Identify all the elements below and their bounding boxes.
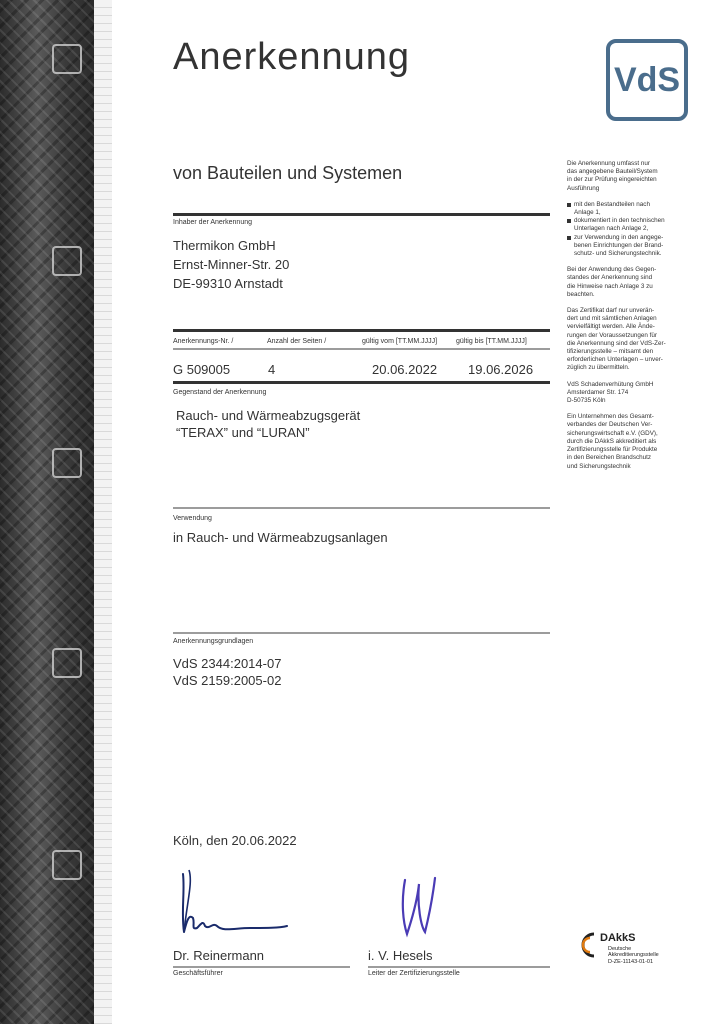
signer-role: Geschäftsführer (173, 970, 223, 977)
signer-name: Dr. Reinermann (173, 948, 265, 963)
seal-emblem (52, 648, 82, 678)
signature-hesels (395, 872, 445, 942)
document-subtitle: von Bauteilen und Systemen (173, 163, 403, 183)
divider (173, 348, 550, 350)
holder-street: Ernst-Minner-Str. 20 (173, 257, 290, 272)
recognition-number-label: Anerkennungs-Nr. / (173, 338, 234, 345)
seal-emblem (52, 448, 82, 478)
document-title: Anerkennung (173, 36, 411, 78)
dakks-name: DAkkS (600, 932, 636, 944)
microtext-strip (94, 0, 112, 1024)
side-bullet: zur Verwendung in den angege- benen Einrichtungen der Brand- schutz- und Sicherungstechnik. (567, 234, 687, 259)
seal-emblem (52, 246, 82, 276)
side-paragraph: Das Zertifikat darf nur unverän- dert und mit sämtlichen Anlagen vervielfältigt werden. Alle Ände- rungen der Voraussetzungen für die Anerkennung sind der VdS-Zer- tifizierungsstelle – mitsamt den erforderlichen Unterlagen – unver- züglich zu übermitteln. (567, 307, 666, 372)
side-bullet: mit den Bestandteilen nach Anlage 1, (567, 201, 687, 217)
subject-text (176, 407, 360, 441)
side-notes (567, 160, 687, 479)
basis-standard: VdS 2344:2014-07 (173, 656, 282, 671)
divider (173, 507, 550, 509)
signature-line (368, 966, 550, 968)
holder-city: DE-99310 Arnstadt (173, 276, 283, 291)
valid-from-label: gültig vom [TT.MM.JJJJ] (362, 338, 438, 345)
dakks-text: Deutsche Akkreditierungsstelle D-ZE-11143-01-01 (608, 946, 659, 965)
valid-to-date: 19.06.2026 (468, 362, 534, 377)
place-date: Köln, den 20.06.2022 (173, 833, 297, 848)
side-bullet-list (567, 201, 687, 258)
seal-emblem (52, 44, 82, 74)
dakks-logo-icon (574, 930, 600, 960)
holder-label: Inhaber der Anerkennung (173, 219, 253, 226)
side-intro: Die Anerkennung umfasst nur das angegebene Bauteil/System in der zur Prüfung eingereichten Ausführung (567, 160, 658, 192)
side-paragraph: Ein Unternehmen des Gesamt- verbandes der Deutschen Ver- sicherungswirtschaft e.V. (GDV), durch die DAkkS akkreditiert als Zertifizierungsstelle für Produkte in den Bereichen Brandschutz und Sicherungstechnik (567, 413, 658, 470)
basis-label: Anerkennungsgrundlagen (173, 638, 254, 645)
signature-reinermann (175, 862, 300, 942)
valid-to-label: gültig bis [TT.MM.JJJJ] (456, 338, 527, 345)
side-paragraph: Bei der Anwendung des Gegen- standes der Anerkennung sind die Hinweise nach Anlage 3 zu beachten. (567, 266, 657, 298)
signer-role: Leiter der Zertifizierungsstelle (368, 970, 460, 977)
side-bullet: dokumentiert in den technischen Unterlagen nach Anlage 2, (567, 217, 687, 233)
side-address: VdS Schadenverhütung GmbH Amsterdamer Str. 174 D-50735 Köln (567, 380, 654, 405)
subject-line: Rauch- und Wärmeabzugsgerät (176, 408, 361, 423)
divider (173, 213, 550, 216)
pages-label: Anzahl der Seiten / (267, 338, 327, 345)
valid-from-date: 20.06.2022 (372, 362, 438, 377)
vds-logo: VdS (606, 39, 688, 121)
divider (173, 329, 550, 332)
divider (173, 632, 550, 634)
subject-line: “TERAX” und “LURAN” (176, 425, 310, 440)
holder-name: Thermikon GmbH (173, 238, 276, 253)
basis-list (173, 655, 281, 689)
recognition-number: G 509005 (173, 362, 231, 377)
signature-line (173, 966, 350, 968)
usage-label: Verwendung (173, 515, 212, 522)
subject-label: Gegenstand der Anerkennung (173, 389, 267, 396)
signer-name: i. V. Hesels (368, 948, 433, 963)
holder-address (173, 236, 289, 293)
page-count: 4 (268, 362, 276, 377)
divider (173, 381, 550, 384)
seal-emblem (52, 850, 82, 880)
dakks-mark (574, 928, 674, 978)
basis-standard: VdS 2159:2005-02 (173, 673, 282, 688)
usage-text: in Rauch- und Wärmeabzugsanlagen (173, 530, 388, 545)
